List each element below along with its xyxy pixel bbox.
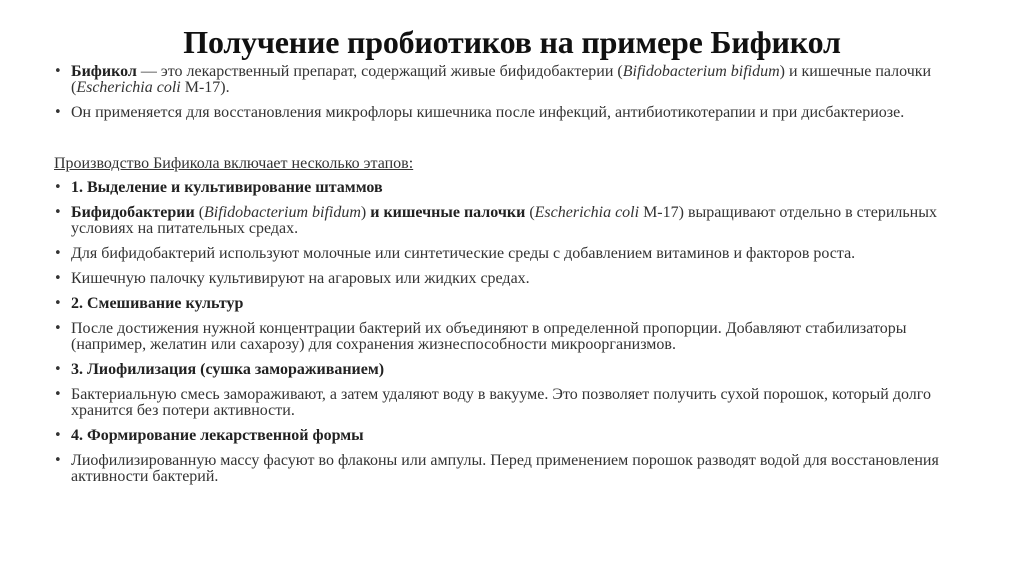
bullet-icon: • — [54, 205, 62, 220]
latin-name: Escherichia coli — [76, 79, 181, 96]
intro-text: ) и кишечные палочки ( — [71, 63, 932, 96]
item-text: ( — [525, 204, 535, 221]
bullet-icon: • — [54, 296, 62, 311]
bullet-icon: • — [54, 64, 62, 79]
bullet-icon: • — [54, 180, 62, 195]
latin-name: Bifidobacterium bifidum — [622, 63, 780, 80]
item-text: Лиофилизированную массу фасуют во флаконы или ампулы. Перед применением порошок разводят водой для восстановления активности бактерий. — [71, 452, 939, 485]
stage-heading-1 — [54, 180, 970, 196]
intro-text: Он применяется для восстановления микрофлоры кишечника после инфекций, антибиотикотерапии и при дисбактериозе. — [71, 104, 905, 121]
bullet-icon: • — [54, 321, 62, 336]
term-ecoli: и кишечные палочки — [370, 204, 526, 221]
list-item — [54, 453, 970, 485]
bullet-icon: • — [54, 246, 62, 261]
spacer — [54, 130, 970, 156]
item-text: М-17) выращивают отдельно в стерильных условиях на питательных средах. — [71, 204, 937, 237]
latin-name: Bifidobacterium bifidum — [204, 204, 361, 221]
stage-heading-4 — [54, 428, 970, 444]
stage-title: 2. Смешивание культур — [71, 295, 244, 312]
item-text: После достижения нужной концентрации бактерий их объединяют в определенной пропорции. Добавляют стабилизаторы (например, желатин или сахарозу) для сохранения жизнеспособности микроорганизмов. — [71, 320, 907, 353]
list-item — [54, 271, 970, 287]
item-text: ( — [194, 204, 205, 221]
stage-title: 3. Лиофилизация (сушка замораживанием) — [71, 361, 385, 378]
item-text: ) — [360, 204, 371, 221]
term-bifidobacteria: Бифидобактерии — [71, 204, 195, 221]
bullet-icon: • — [54, 362, 62, 377]
bullet-icon: • — [54, 387, 62, 402]
intro-text: М-17). — [180, 79, 230, 96]
stage-heading-3 — [54, 362, 970, 378]
stage-heading-2 — [54, 296, 970, 312]
intro-bullet-product — [54, 64, 970, 96]
latin-name: Escherichia coli — [534, 204, 640, 221]
bullet-icon: • — [54, 105, 62, 120]
stages-heading-text: Производство Бификола включает несколько этапов: — [54, 155, 414, 172]
list-item — [54, 205, 970, 237]
slide-content — [54, 64, 970, 494]
bullet-icon: • — [54, 271, 62, 286]
term-bifikol: Бификол — [71, 63, 137, 80]
list-item — [54, 321, 970, 353]
intro-text: — это лекарственный препарат, содержащий живые бифидобактерии ( — [136, 63, 623, 80]
stage-title: 4. Формирование лекарственной формы — [71, 427, 364, 444]
bullet-icon: • — [54, 428, 62, 443]
stage-title: 1. Выделение и культивирование штаммов — [71, 179, 383, 196]
stages-heading — [54, 156, 970, 172]
slide-title: Получение пробиотиков на примере Бификол — [183, 24, 841, 60]
bullet-icon: • — [54, 453, 62, 468]
item-text: Для бифидобактерий используют молочные или синтетические среды с добавлением витаминов и факторов роста. — [71, 245, 856, 262]
list-item — [54, 387, 970, 419]
list-item — [54, 246, 970, 262]
item-text: Кишечную палочку культивируют на агаровых или жидких средах. — [71, 270, 530, 287]
intro-bullet-usage — [54, 105, 970, 121]
item-text: Бактериальную смесь замораживают, а затем удаляют воду в вакууме. Это позволяет получить сухой порошок, который долго хранится без потери активности. — [71, 386, 931, 419]
